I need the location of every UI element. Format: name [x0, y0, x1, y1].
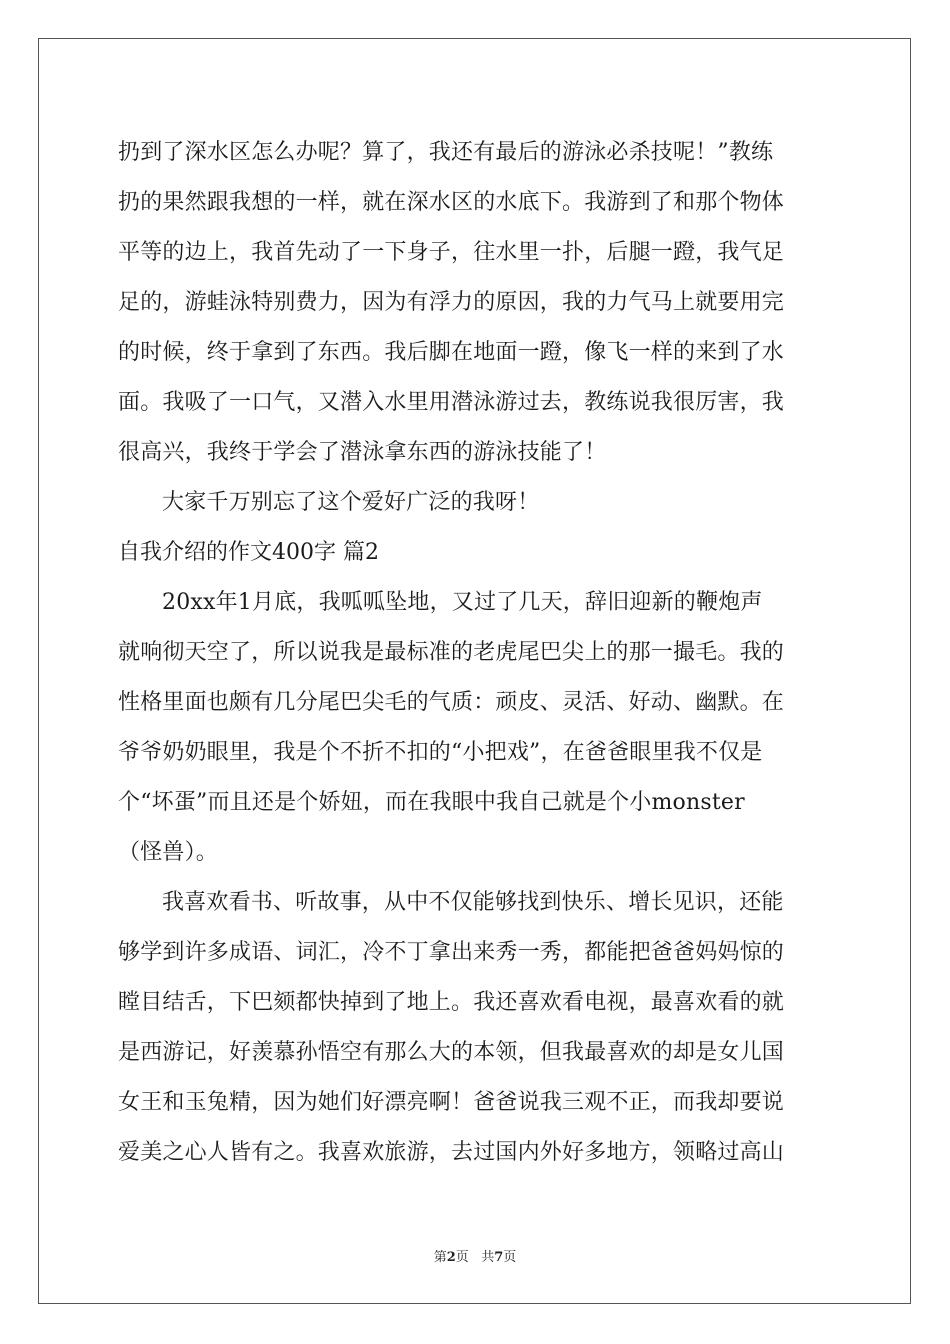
- paragraph: [118, 578, 834, 878]
- text-line: 平等的边上，我首先动了一下身子，往水里一扑，后腿一蹬，我气足: [118, 240, 785, 265]
- total-suffix: 页: [503, 1250, 517, 1265]
- paragraph: [118, 128, 834, 478]
- text-line: 爷爷奶奶眼里，我是个不折不扣的“小把戏”，在爸爸眼里我不仅是: [118, 740, 763, 765]
- text-line: 很高兴，我终于学会了潜泳拿东西的游泳技能了！: [118, 440, 607, 465]
- text-line: 面。我吸了一口气，又潜入水里用潜泳游过去，教练说我很厉害，我: [118, 390, 785, 415]
- text-line: 20xx年1月底，我呱呱坠地，又过了几天，辞旧迎新的鞭炮声: [162, 590, 763, 615]
- text-line: 瞠目结舌，下巴颏都快掉到了地上。我还喜欢看电视，最喜欢看的就: [118, 990, 785, 1015]
- text-line: 女王和玉兔精，因为她们好漂亮啊！爸爸说我三观不正，而我却要说: [118, 1090, 785, 1115]
- text-line: 个“坏蛋”而且还是个娇妞，而在我眼中我自己就是个小monster: [118, 790, 745, 815]
- total-prefix: 共: [481, 1250, 495, 1265]
- text-line: 够学到许多成语、词汇，冷不丁拿出来秀一秀，都能把爸爸妈妈惊的: [118, 940, 785, 965]
- page-footer: [0, 1246, 950, 1265]
- text-line: 的时候，终于拿到了东西。我后脚在地面一蹬，像飞一样的来到了水: [118, 340, 785, 365]
- document-body: [118, 128, 834, 1178]
- text-line: 足的，游蛙泳特别费力，因为有浮力的原因，我的力气马上就要用完: [118, 290, 785, 315]
- page-prefix: 第: [433, 1250, 447, 1265]
- text-line: 大家千万别忘了这个爱好广泛的我呀！: [162, 490, 540, 515]
- text-line: 性格里面也颇有几分尾巴尖毛的气质：顽皮、灵活、好动、幽默。在: [118, 690, 785, 715]
- total-page-number: 7: [494, 1250, 504, 1265]
- text-line: 扔到了深水区怎么办呢？算了，我还有最后的游泳必杀技呢！”教练: [118, 140, 774, 165]
- current-page-number: 2: [446, 1250, 456, 1265]
- text-line: 爱美之心人皆有之。我喜欢旅游，去过国内外好多地方，领略过高山: [118, 1140, 785, 1165]
- text-line: （怪兽）。: [118, 840, 219, 865]
- text-line: 就响彻天空了，所以说我是最标准的老虎尾巴尖上的那一撮毛。我的: [118, 640, 785, 665]
- text-line: 是西游记，好羡慕孙悟空有那么大的本领，但我最喜欢的却是女儿国: [118, 1040, 785, 1065]
- text-line: 我喜欢看书、听故事，从中不仅能够找到快乐、增长见识，还能: [162, 890, 784, 915]
- section-heading: 自我介绍的作文400字 篇2: [118, 540, 379, 565]
- page-suffix: 页: [455, 1250, 469, 1265]
- paragraph: [118, 878, 834, 1178]
- paragraph: [118, 478, 834, 528]
- text-line: 扔的果然跟我想的一样，就在深水区的水底下。我游到了和那个物体: [118, 190, 785, 215]
